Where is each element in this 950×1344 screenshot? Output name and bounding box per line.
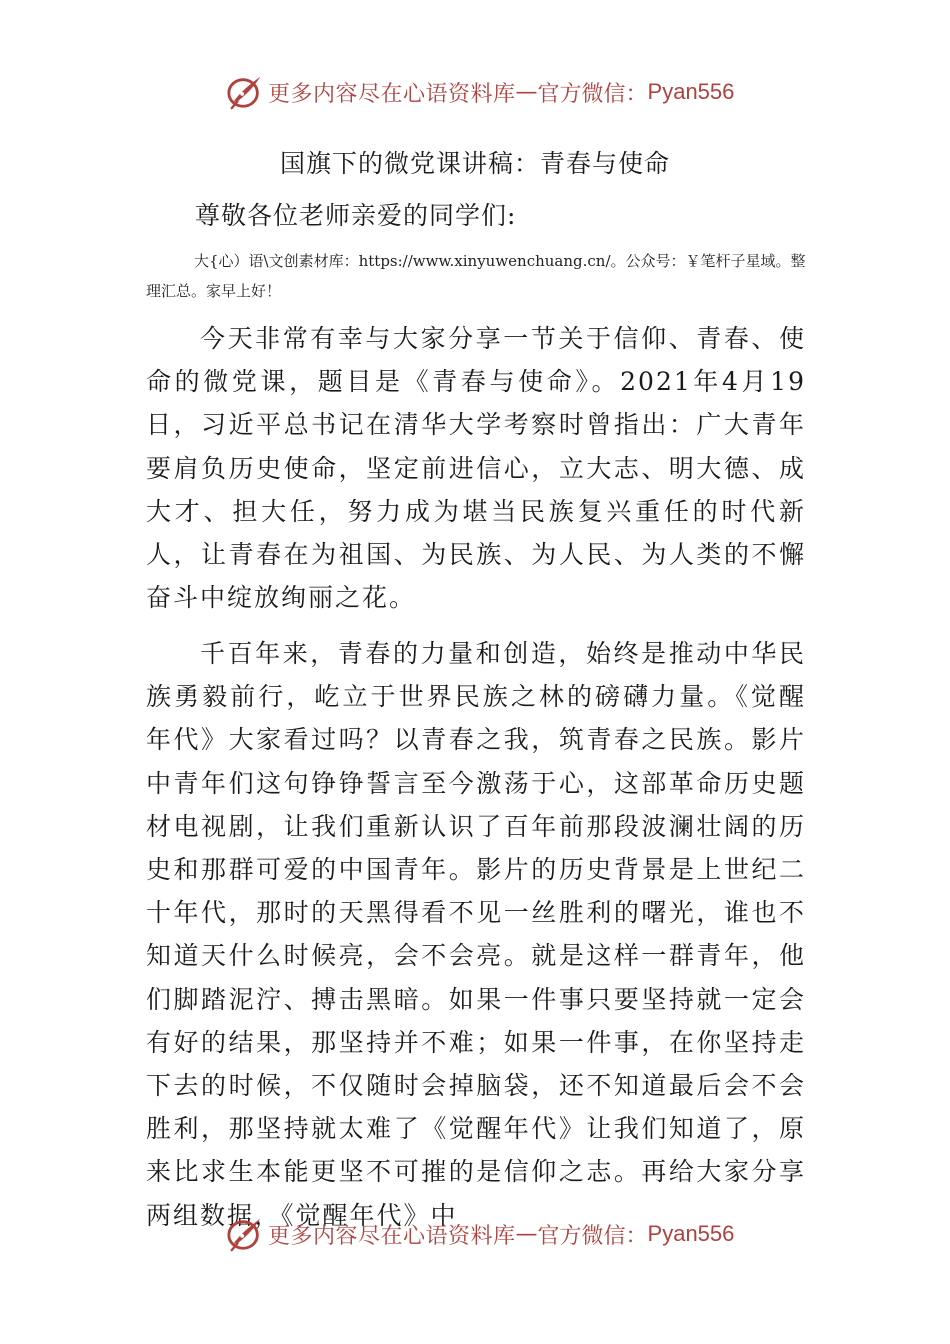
quill-pen-logo [226, 73, 264, 111]
banner-separator: — [515, 1221, 538, 1247]
paragraph-2: 千百年来，青春的力量和创造，始终是推动中华民族勇毅前行，屹立于世界民族之林的磅礴力量。《觉醒年代》大家看过吗？以青春之我，筑青春之民族。影片中青年们这句铮铮誓言至今激荡于心，这部革命历史题材电视剧，让我们重新认识了百年前那段波澜壮阔的历史和那群可爱的中国青年。影片的历史背景是上世纪二十年代，那时的天黑得看不见一丝胜利的曙光，谁也不知道天什么时候亮，会不会亮。就是这样一群青年，他们脚踏泥泞、搏击黑暗。如果一件事只要坚持就一定会有好的结果，那坚持并不难；如果一件事，在你坚持走下去的时候，不仅随时会掉脑袋，还不知道最后会不会胜利，那坚持就太难了《觉醒年代》让我们知道了，原来比求生本能更坚不可摧的是信仰之志。再给大家分享两组数据，《觉醒年代》中 [146, 639, 806, 1230]
banner-wechat-label: 官方微信： [537, 81, 648, 107]
source-note: 大{心）语\文创素材库：https://www.xinyuwenchuang.cn/。公众号：￥笔杆子星域。整理汇总。家早上好！ [146, 252, 806, 300]
quill-pen-logo [226, 1215, 264, 1253]
banner-wechat-id: Pyan556 [647, 1221, 735, 1246]
banner-text: 更多内容尽在心语资料库 [268, 81, 516, 107]
footer-banner [226, 1212, 734, 1256]
header-banner [226, 70, 734, 114]
banner-wechat-label: 官方微信： [537, 1223, 648, 1249]
banner-separator: — [515, 79, 538, 105]
banner-wechat-id: Pyan556 [647, 79, 735, 104]
greeting: 尊敬各位老师亲爱的同学们: [195, 201, 517, 230]
banner-text: 更多内容尽在心语资料库 [268, 1223, 516, 1249]
paragraph-1: 今天非常有幸与大家分享一节关于信仰、青春、使命的微党课，题目是《青春与使命》。2021年4月19日，习近平总书记在清华大学考察时曾指出：广大青年要肩负历史使命，坚定前进信心，立大志、明大德、成大才、担大任，努力成为堪当民族复兴重任的时代新人，让青春在为祖国、为民族、为人民、为人类的不懈奋斗中绽放绚丽之花。 [146, 324, 806, 613]
document-title: 国旗下的微党课讲稿：青春与使命 [279, 149, 670, 178]
